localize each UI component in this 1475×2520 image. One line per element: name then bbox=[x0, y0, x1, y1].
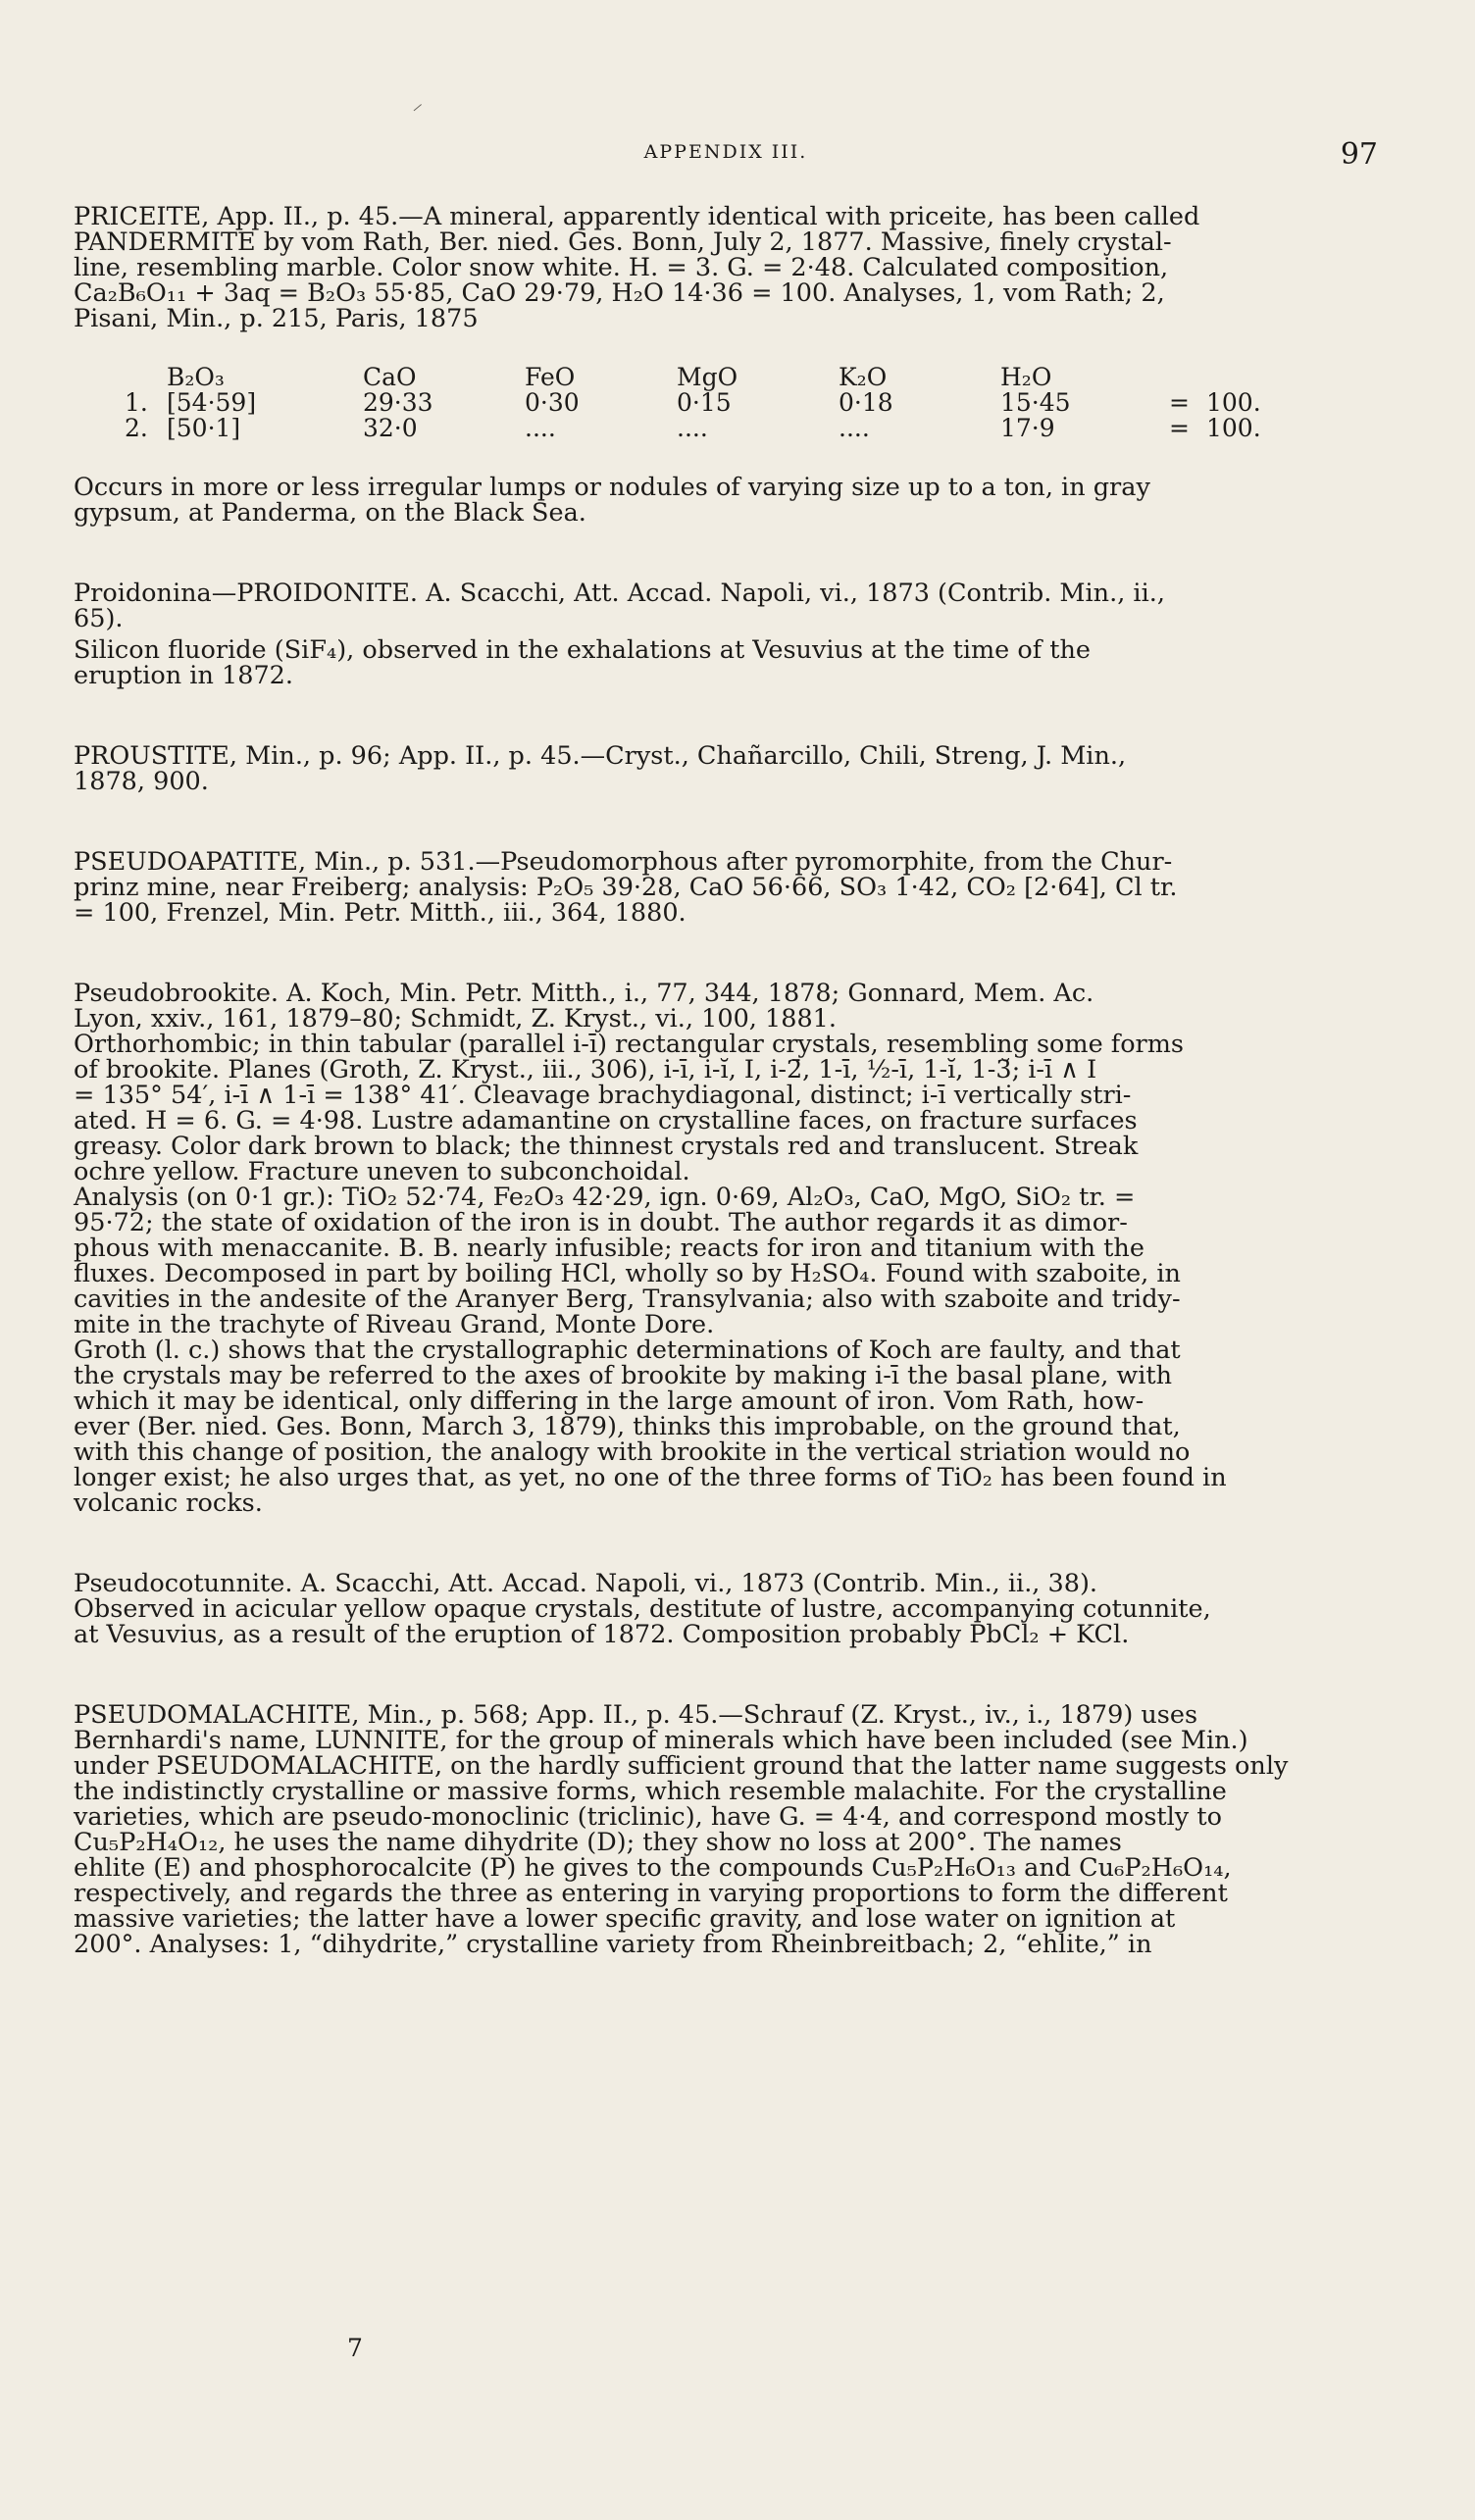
table-cell: = bbox=[1169, 388, 1190, 417]
table-cell: 0·18 bbox=[839, 388, 893, 417]
printer-mark bbox=[414, 104, 429, 119]
text-line: mite in the trachyte of Riveau Grand, Monte Dore. bbox=[74, 1310, 715, 1339]
text-line: 95·72; the state of oxidation of the iron is in doubt. The author regards it as dimor- bbox=[74, 1208, 1128, 1237]
text-line: prinz mine, near Freiberg; analysis: P₂O₅ 39·28, CaO 56·66, SO₃ 1·42, CO₂ [2·64], Cl tr. bbox=[74, 873, 1178, 902]
table-header: FeO bbox=[525, 363, 576, 391]
table-header bbox=[74, 365, 167, 390]
table-header: H₂O bbox=[1000, 363, 1052, 391]
text-line: 65). bbox=[74, 604, 124, 633]
entry-priceite bbox=[74, 204, 1378, 331]
text-line: Lyon, xxiv., 161, 1879–80; Schmidt, Z. Kryst., vi., 100, 1881. bbox=[74, 1004, 837, 1033]
text-line: Pisani, Min., p. 215, Paris, 1875 bbox=[74, 304, 479, 333]
table-cell: 100. bbox=[1206, 388, 1261, 417]
table-cell: 1. bbox=[125, 388, 148, 417]
text-line: massive varieties; the latter have a lower specific gravity, and lose water on ignition at bbox=[74, 1904, 1176, 1934]
text-line: PSEUDOAPATITE, Min., p. 531.—Pseudomorphous after pyromorphite, from the Chur- bbox=[74, 847, 1173, 877]
text-line: PANDERMITE by vom Rath, Ber. nied. Ges. Bonn, July 2, 1877. Massive, finely crystal- bbox=[74, 227, 1172, 257]
text-line: Pseudocotunnite. A. Scacchi, Att. Accad. Napoli, vi., 1873 (Contrib. Min., ii., 38). bbox=[74, 1569, 1098, 1598]
page-body bbox=[74, 204, 1378, 1957]
text-line: Observed in acicular yellow opaque crystals, destitute of lustre, accompanying cotunnite, bbox=[74, 1594, 1211, 1624]
table-cell: 2. bbox=[125, 414, 148, 442]
page-number: 97 bbox=[1340, 137, 1378, 172]
table-header-row bbox=[74, 365, 1319, 390]
text-line: volcanic rocks. bbox=[74, 1488, 263, 1518]
page-header bbox=[74, 137, 1378, 176]
table-cell: 100. bbox=[1206, 414, 1261, 442]
text-line: ochre yellow. Fracture uneven to subconchoidal. bbox=[74, 1157, 690, 1186]
text-line: ehlite (E) and phosphorocalcite (P) he gives to the compounds Cu₅P₂H₆O₁₃ and Cu₆P₂H₆O₁₄, bbox=[74, 1853, 1232, 1883]
text-line: ever (Ber. nied. Ges. Bonn, March 3, 1879), thinks this improbable, on the ground that, bbox=[74, 1412, 1181, 1441]
text-line: PROUSTITE, Min., p. 96; App. II., p. 45.—Cryst., Chañarcillo, Chili, Streng, J. Min., bbox=[74, 741, 1127, 771]
table-header: MgO bbox=[677, 363, 738, 391]
text-line: Bernhardi's name, LUNNITE, for the group of minerals which have been included (see Min.) bbox=[74, 1726, 1248, 1755]
table-cell: 0·30 bbox=[525, 388, 580, 417]
analysis-table bbox=[74, 365, 1319, 441]
table-row bbox=[74, 416, 1319, 441]
table-cell: = bbox=[1169, 414, 1190, 442]
running-head: APPENDIX III. bbox=[643, 141, 808, 163]
table-cell: .... bbox=[839, 414, 870, 442]
text-line: PRICEITE, App. II., p. 45.—A mineral, apparently identical with priceite, has been called bbox=[74, 202, 1200, 231]
table-header: K₂O bbox=[839, 363, 888, 391]
text-line: line, resembling marble. Color snow white. H. = 3. G. = 2·48. Calculated composition, bbox=[74, 253, 1169, 282]
entry-pseudoapatite bbox=[74, 849, 1378, 926]
text-line: under PSEUDOMALACHITE, on the hardly sufficient ground that the latter name suggests only bbox=[74, 1751, 1289, 1781]
signature-mark: 7 bbox=[347, 2334, 363, 2362]
text-line: greasy. Color dark brown to black; the thinnest crystals red and translucent. Streak bbox=[74, 1132, 1139, 1161]
text-line: 200°. Analyses: 1, “dihydrite,” crystalline variety from Rheinbreitbach; 2, “ehlite,” in bbox=[74, 1930, 1152, 1959]
entry-pseudocotunnite bbox=[74, 1571, 1378, 1647]
table-header: CaO bbox=[363, 363, 417, 391]
table-cell: 0·15 bbox=[677, 388, 732, 417]
entry-proidonite bbox=[74, 580, 1378, 688]
text-line: at Vesuvius, as a result of the eruption of 1872. Composition probably PbCl₂ + KCl. bbox=[74, 1620, 1130, 1649]
table-header: B₂O₃ bbox=[167, 363, 225, 391]
entry-pseudomalachite bbox=[74, 1702, 1378, 1957]
text-line: varieties, which are pseudo-monoclinic (triclinic), have G. = 4·4, and correspond mostly to bbox=[74, 1802, 1222, 1832]
text-line: eruption in 1872. bbox=[74, 661, 293, 690]
table-cell: 32·0 bbox=[363, 414, 418, 442]
text-line: longer exist; he also urges that, as yet, no one of the three forms of TiO₂ has been found in bbox=[74, 1463, 1227, 1492]
text-line: which it may be identical, only differing in the large amount of iron. Vom Rath, how- bbox=[74, 1386, 1144, 1416]
text-line: = 100, Frenzel, Min. Petr. Mitth., iii., 364, 1880. bbox=[74, 898, 687, 928]
table-cell: .... bbox=[525, 414, 556, 442]
text-line: phous with menaccanite. B. B. nearly infusible; reacts for iron and titanium with the bbox=[74, 1234, 1144, 1263]
text-line: Silicon fluoride (SiF₄), observed in the exhalations at Vesuvius at the time of the bbox=[74, 635, 1092, 665]
text-line: gypsum, at Panderma, on the Black Sea. bbox=[74, 498, 586, 528]
text-line: Orthorhombic; in thin tabular (parallel i-ī) rectangular crystals, resembling some forms bbox=[74, 1030, 1185, 1059]
entry-text bbox=[74, 204, 1378, 331]
text-line: Ca₂B₆O₁₁ + 3aq = B₂O₃ 55·85, CaO 29·79, H₂O 14·36 = 100. Analyses, 1, vom Rath; 2, bbox=[74, 278, 1165, 308]
text-line: PSEUDOMALACHITE, Min., p. 568; App. II., p. 45.—Schrauf (Z. Kryst., iv., i., 1879) uses bbox=[74, 1700, 1198, 1730]
text-line: with this change of position, the analogy with brookite in the vertical striation would no bbox=[74, 1437, 1191, 1467]
table-cell: 29·33 bbox=[363, 388, 433, 417]
table-cell: 15·45 bbox=[1000, 388, 1071, 417]
table-cell: .... bbox=[677, 414, 708, 442]
table-row bbox=[74, 390, 1319, 416]
table-header bbox=[1152, 365, 1206, 390]
text-line: cavities in the andesite of the Aranyer Berg, Transylvania; also with szaboite and tridy- bbox=[74, 1285, 1181, 1314]
text-line: Pseudobrookite. A. Koch, Min. Petr. Mitth., i., 77, 344, 1878; Gonnard, Mem. Ac. bbox=[74, 979, 1094, 1008]
table-cell: [50·1] bbox=[167, 414, 241, 442]
text-line: Groth (l. c.) shows that the crystallographic determinations of Koch are faulty, and that bbox=[74, 1336, 1181, 1365]
text-line: the indistinctly crystalline or massive forms, which resemble malachite. For the crystalline bbox=[74, 1777, 1227, 1806]
text-line: 1878, 900. bbox=[74, 767, 209, 796]
text-line: ated. H = 6. G. = 4·98. Lustre adamantine on crystalline faces, on fracture surfaces bbox=[74, 1106, 1138, 1135]
text-line: the crystals may be referred to the axes of brookite by making i-ī the basal plane, with bbox=[74, 1361, 1173, 1390]
text-line: fluxes. Decomposed in part by boiling HCl, wholly so by H₂SO₄. Found with szaboite, in bbox=[74, 1259, 1181, 1288]
entry-priceite-occurrence bbox=[74, 475, 1378, 526]
text-line: Occurs in more or less irregular lumps or nodules of varying size up to a ton, in gray bbox=[74, 473, 1150, 502]
text-line: of brookite. Planes (Groth, Z. Kryst., iii., 306), i-ī, i-ĭ, I, i-2̄, 1-ī, ½-ī, 1-ĭ, 1-3̆; i-ī ∧ I bbox=[74, 1055, 1097, 1084]
table-header bbox=[1206, 365, 1304, 390]
text-line: = 135° 54′, i-ī ∧ 1-ī = 138° 41′. Cleavage brachydiagonal, distinct; i-ī vertically stri- bbox=[74, 1081, 1132, 1110]
text-line: Cu₅P₂H₄O₁₂, he uses the name dihydrite (D); they show no loss at 200°. The names bbox=[74, 1828, 1122, 1857]
table-cell: [54·59] bbox=[167, 388, 257, 417]
entry-pseudobrookite bbox=[74, 981, 1378, 1516]
text-line: Analysis (on 0·1 gr.): TiO₂ 52·74, Fe₂O₃ 42·29, ign. 0·69, Al₂O₃, CaO, MgO, SiO₂ tr. = bbox=[74, 1183, 1136, 1212]
entry-proustite bbox=[74, 743, 1378, 794]
table-cell: 17·9 bbox=[1000, 414, 1055, 442]
text-line: respectively, and regards the three as entering in varying proportions to form the different bbox=[74, 1879, 1228, 1908]
text-line: Proidonina—PROIDONITE. A. Scacchi, Att. Accad. Napoli, vi., 1873 (Contrib. Min., ii., bbox=[74, 579, 1165, 608]
